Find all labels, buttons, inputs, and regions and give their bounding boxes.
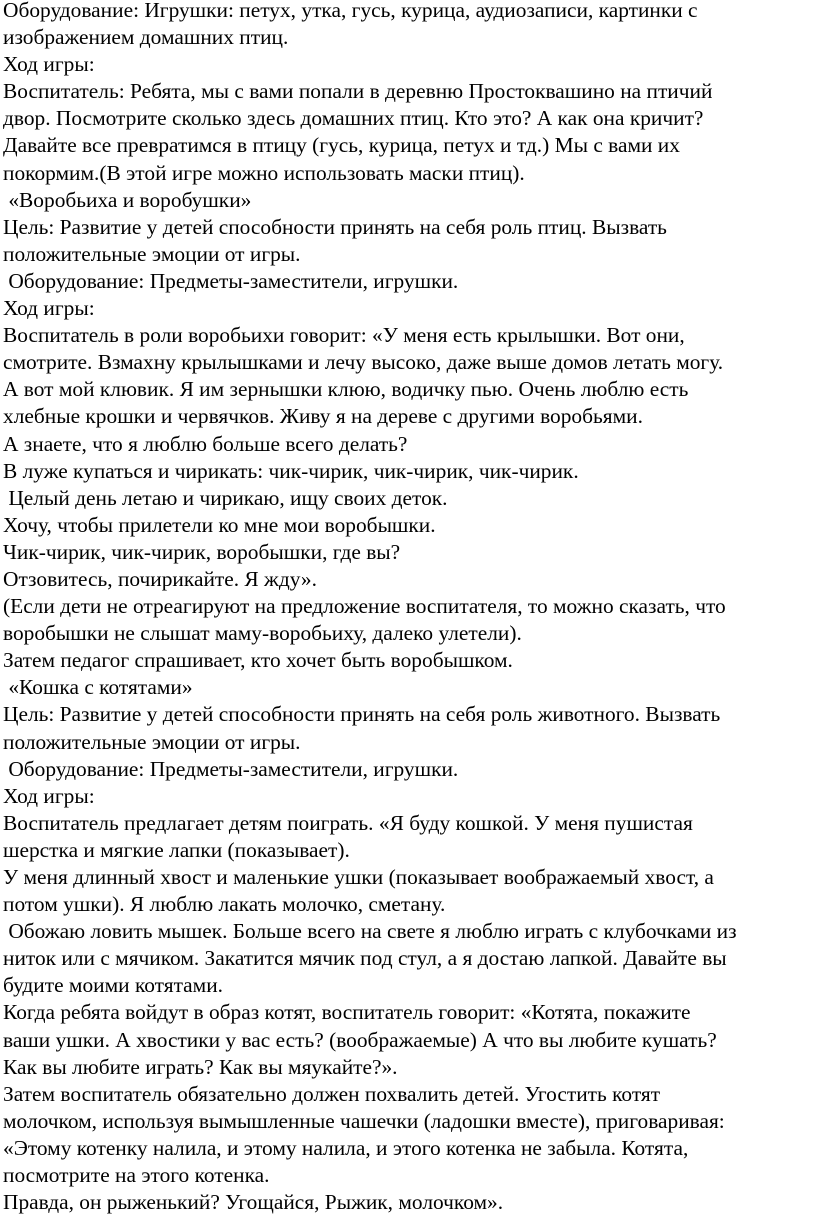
text-line: смотрите. Взмахну крылышками и лечу высоко, даже выше домов летать могу. xyxy=(3,350,724,375)
text-line: Обожаю ловить мышек. Больше всего на свете я люблю играть с клубочками из xyxy=(3,919,737,944)
text-line: Оборудование: Предметы-заместители, игрушки. xyxy=(3,268,459,293)
section-heading: Ход игры: xyxy=(3,52,95,77)
text-line: А знаете, что я люблю больше всего делать? xyxy=(3,431,408,456)
text-line: Воспитатель в роли воробьихи говорит: «У меня есть крылышки. Вот они, xyxy=(3,323,685,348)
text-line: воробышки не слышат маму-воробьиху, далеко улетели). xyxy=(3,621,522,646)
text-line: (Если дети не отреагируют на предложение воспитателя, то можно сказать, что xyxy=(3,594,726,619)
text-line: шерстка и мягкие лапки (показывает). xyxy=(3,837,350,862)
text-line: покормим.(В этой игре можно использовать маски птиц). xyxy=(3,160,525,185)
text-line: Воспитатель: Ребята, мы с вами попали в деревню Простоквашино на птичий xyxy=(3,79,713,104)
text-line: Цель: Развитие у детей способности принять на себя роль животного. Вызвать xyxy=(3,702,721,727)
text-line: изображением домашних птиц. xyxy=(3,25,289,50)
text-line: положительные эмоции от игры. xyxy=(3,729,301,754)
text-line: Отзовитесь, почирикайте. Я жду». xyxy=(3,566,317,591)
text-line: Затем воспитатель обязательно должен похвалить детей. Угостить котят xyxy=(3,1081,661,1106)
text-line: посмотрите на этого котенка. xyxy=(3,1163,270,1188)
text-line: Давайте все превратимся в птицу (гусь, курица, петух и тд.) Мы с вами их xyxy=(3,133,680,158)
text-line: ниток или с мячиком. Закатится мячик под стул, а я достаю лапкой. Давайте вы xyxy=(3,946,727,971)
text-line: Хочу, чтобы прилетели ко мне мои воробышки. xyxy=(3,512,436,537)
text-line: ваши ушки. А хвостики у вас есть? (воображаемые) А что вы любите кушать? xyxy=(3,1027,717,1052)
game-title: «Кошка с котятами» xyxy=(3,675,193,700)
section-heading: Ход игры: xyxy=(3,296,95,321)
text-line: двор. Посмотрите сколько здесь домашних птиц. Кто это? А как она кричит? xyxy=(3,106,704,131)
text-line: Воспитатель предлагает детям поиграть. «Я буду кошкой. У меня пушистая xyxy=(3,810,693,835)
text-line: Как вы любите играть? Как вы мяукайте?». xyxy=(3,1054,398,1079)
text-line: Правда, он рыженький? Угощайся, Рыжик, молочком». xyxy=(3,1190,504,1215)
text-line: молочком, используя вымышленные чашечки (ладошки вместе), приговаривая: xyxy=(3,1108,725,1133)
text-line: У меня длинный хвост и маленькие ушки (показывает воображаемый хвост, а xyxy=(3,865,714,889)
text-line: Затем педагог спрашивает, кто хочет быть воробышком. xyxy=(3,648,513,673)
text-line: Когда ребята войдут в образ котят, воспитатель говорит: «Котята, покажите xyxy=(3,1000,691,1025)
text-line: хлебные крошки и червячков. Живу я на дереве с другими воробьями. xyxy=(3,404,643,429)
text-line: будите моими котятами. xyxy=(3,973,224,998)
text-line: Цель: Развитие у детей способности принять на себя роль птиц. Вызвать xyxy=(3,214,667,239)
text-line: положительные эмоции от игры. xyxy=(3,241,301,266)
text-line: В луже купаться и чирикать: чик-чирик, чик-чирик, чик-чирик. xyxy=(3,458,579,483)
text-line: Чик-чирик, чик-чирик, воробышки, где вы? xyxy=(3,539,401,564)
text-line: потом ушки). Я люблю лакать молочко, сметану. xyxy=(3,892,446,917)
text-line: Оборудование: Предметы-заместители, игрушки. xyxy=(3,756,459,781)
section-heading: Ход игры: xyxy=(3,783,95,808)
text-line: Целый день летаю и чирикаю, ищу своих деток. xyxy=(3,485,448,510)
text-line: «Этому котенку налила, и этому налила, и этого котенка не забыла. Котята, xyxy=(3,1135,689,1160)
text-line: А вот мой клювик. Я им зернышки клюю, водичку пью. Очень люблю есть xyxy=(3,377,689,402)
game-title: «Воробьиха и воробушки» xyxy=(3,187,252,212)
text-line: Оборудование: Игрушки: петух, утка, гусь, курица, аудиозаписи, картинки с xyxy=(3,0,698,22)
